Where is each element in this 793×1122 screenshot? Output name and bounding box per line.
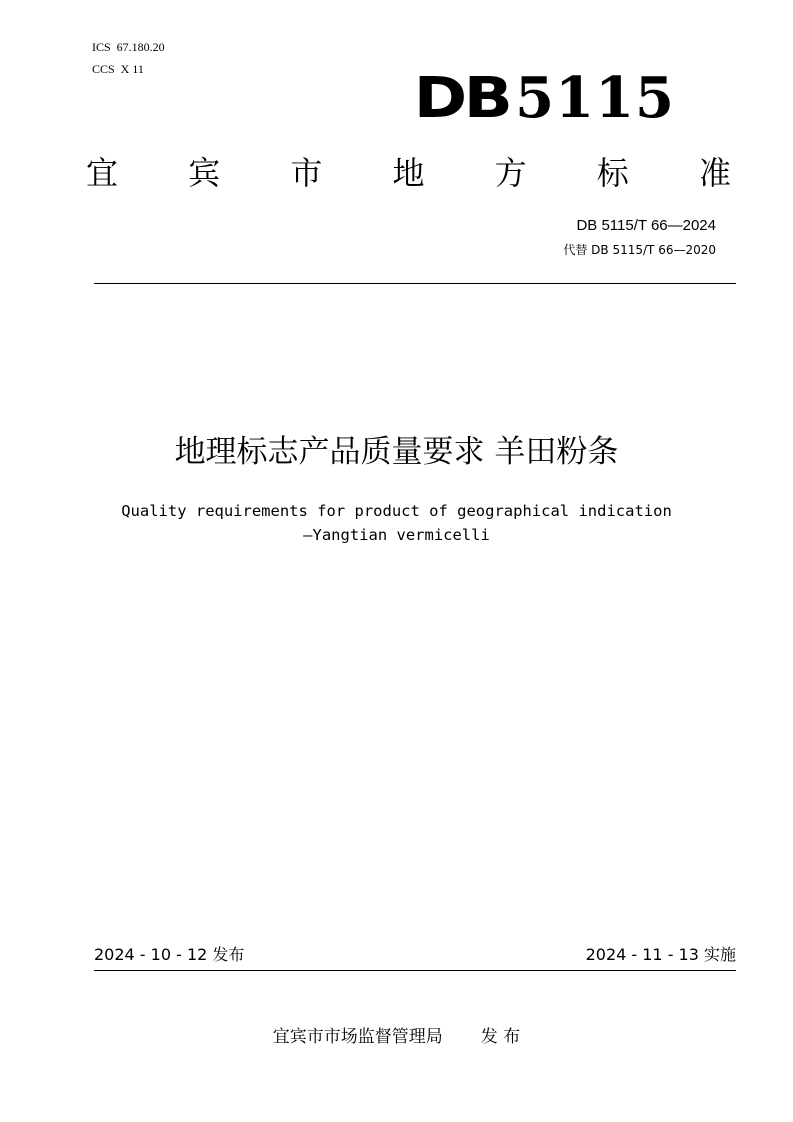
top-divider xyxy=(94,283,736,284)
standard-mark xyxy=(413,65,675,131)
issuer-name: 宜宾市市场监督管理局 xyxy=(272,1027,443,1047)
issuer-action: 发 布 xyxy=(480,1027,521,1047)
standard-category-char: 宜 xyxy=(86,154,119,192)
standard-mark-db: DB xyxy=(413,66,510,131)
standard-category-char: 宾 xyxy=(188,154,221,192)
standard-category-char: 方 xyxy=(494,154,527,192)
standard-mark-code: 5115 xyxy=(515,65,675,131)
implementation-date: 2024 - 11 - 13 实施 xyxy=(585,945,736,964)
standard-number: DB 5115/T 66—2024 xyxy=(576,217,716,234)
standard-category-char: 地 xyxy=(392,154,425,192)
replaces-standard: 代替 DB 5115/T 66—2020 xyxy=(563,243,716,257)
bottom-divider xyxy=(94,970,736,971)
document-title-en-line1: Quality requirements for product of geographical indication xyxy=(121,502,672,520)
issuer xyxy=(0,1025,793,1049)
document-title-en-line2: —Yangtian vermicelli xyxy=(303,526,490,544)
standard-category-char: 准 xyxy=(698,154,731,192)
issue-date: 2024 - 10 - 12 发布 xyxy=(94,945,245,964)
standard-category-title xyxy=(86,150,731,196)
ics-code: ICS 67.180.20 xyxy=(92,40,165,54)
ccs-code: CCS X 11 xyxy=(92,62,144,76)
standard-category-char: 市 xyxy=(290,154,323,192)
document-title-cn: 地理标志产品质量要求 羊田粉条 xyxy=(174,434,619,470)
standard-category-char: 标 xyxy=(596,154,629,192)
